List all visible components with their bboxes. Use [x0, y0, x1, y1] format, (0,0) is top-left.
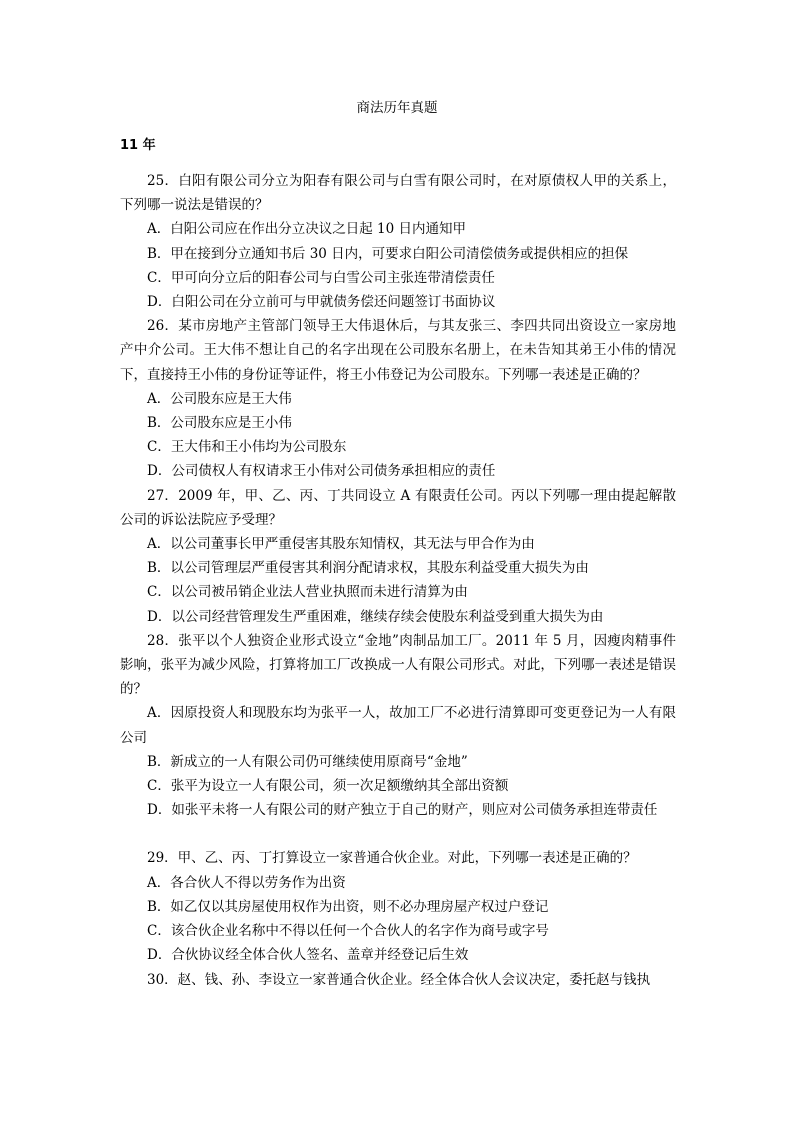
question-option: D．合伙协议经全体合伙人签名、盖章并经登记后生效 — [147, 947, 469, 964]
page-title: 商法历年真题 — [356, 100, 438, 116]
question-option: D．白阳公司在分立前可与甲就债务偿还问题签订书面协议 — [147, 294, 496, 311]
question-stem: 30．赵、钱、孙、李设立一家普通合伙企业。经全体合伙人会议决定，委托赵与钱执 — [147, 971, 651, 988]
paragraph-gap — [120, 822, 676, 846]
question-stem: 25．白阳有限公司分立为阳春有限公司与白雪有限公司时，在对原债权人甲的关系上，下列哪一说法是错误的？ — [120, 173, 676, 214]
question-option: C．王大伟和王小伟均为公司股东 — [147, 439, 347, 456]
question-option: C．张平为设立一人有限公司，须一次足额缴纳其全部出资额 — [147, 778, 509, 795]
question-option: B．甲在接到分立通知书后 30 日内，可要求白阳公司清偿债务或提供相应的担保 — [147, 245, 629, 262]
question-stem: 28．张平以个人独资企业形式设立“金地”肉制品加工厂。2011 年 5 月，因瘦肉精事件影响，张平为减少风险，打算将加工厂改换成一人有限公司形式。对此，下列哪一表述是错误的？ — [120, 632, 676, 698]
question-option: B．以公司管理层严重侵害其利润分配请求权，其股东利益受重大损失为由 — [147, 560, 589, 577]
question-option: A．公司股东应是王大伟 — [147, 390, 292, 407]
question-option: A．白阳公司应在作出分立决议之日起 10 日内通知甲 — [147, 221, 467, 238]
year-heading: 11 年 — [120, 138, 156, 153]
question-option: A．各合伙人不得以劳务作为出资 — [147, 874, 346, 891]
question-option: D．公司债权人有权请求王小伟对公司债务承担相应的责任 — [147, 463, 496, 480]
question-option: D．以公司经营管理发生严重困难，继续存续会使股东利益受到重大损失为由 — [147, 608, 604, 625]
question-option: D．如张平未将一人有限公司的财产独立于自己的财产，则应对公司债务承担连带责任 — [147, 802, 658, 819]
question-option: C．甲可向分立后的阳春公司与白雪公司主张连带清偿责任 — [147, 269, 495, 286]
question-stem: 29．甲、乙、丙、丁打算设立一家普通合伙企业。对此，下列哪一表述是正确的？ — [147, 850, 637, 867]
question-option: B．公司股东应是王小伟 — [147, 415, 292, 432]
question-option: A．因原投资人和现股东均为张平一人，故加工厂不必进行清算即可变更登记为一人有限公司 — [120, 705, 676, 746]
question-option: C．该合伙企业名称中不得以任何一个合伙人的名字作为商号或字号 — [147, 923, 549, 940]
question-option: B．新成立的一人有限公司仍可继续使用原商号“金地” — [147, 753, 468, 770]
question-body — [120, 169, 676, 992]
question-stem: 26．某市房地产主管部门领导王大伟退休后，与其友张三、李四共同出资设立一家房地产中介公司。王大伟不想让自己的名字出现在公司股东名册上，在未告知其弟王小伟的情况下，直接持王小伟的身份证等证件，将王小伟登记为公司股东。下列哪一表述是正确的？ — [120, 318, 676, 383]
question-option: C．以公司被吊销企业法人营业执照而未进行清算为由 — [147, 584, 468, 601]
question-option: B．如乙仅以其房屋使用权作为出资，则不必办理房屋产权过户登记 — [147, 898, 549, 915]
question-option: A．以公司董事长甲严重侵害其股东知情权，其无法与甲合作为由 — [147, 536, 535, 553]
question-stem: 27．2009 年，甲、乙、丙、丁共同设立 A 有限责任公司。丙以下列哪一理由提起解散公司的诉讼法院应予受理？ — [120, 487, 676, 528]
